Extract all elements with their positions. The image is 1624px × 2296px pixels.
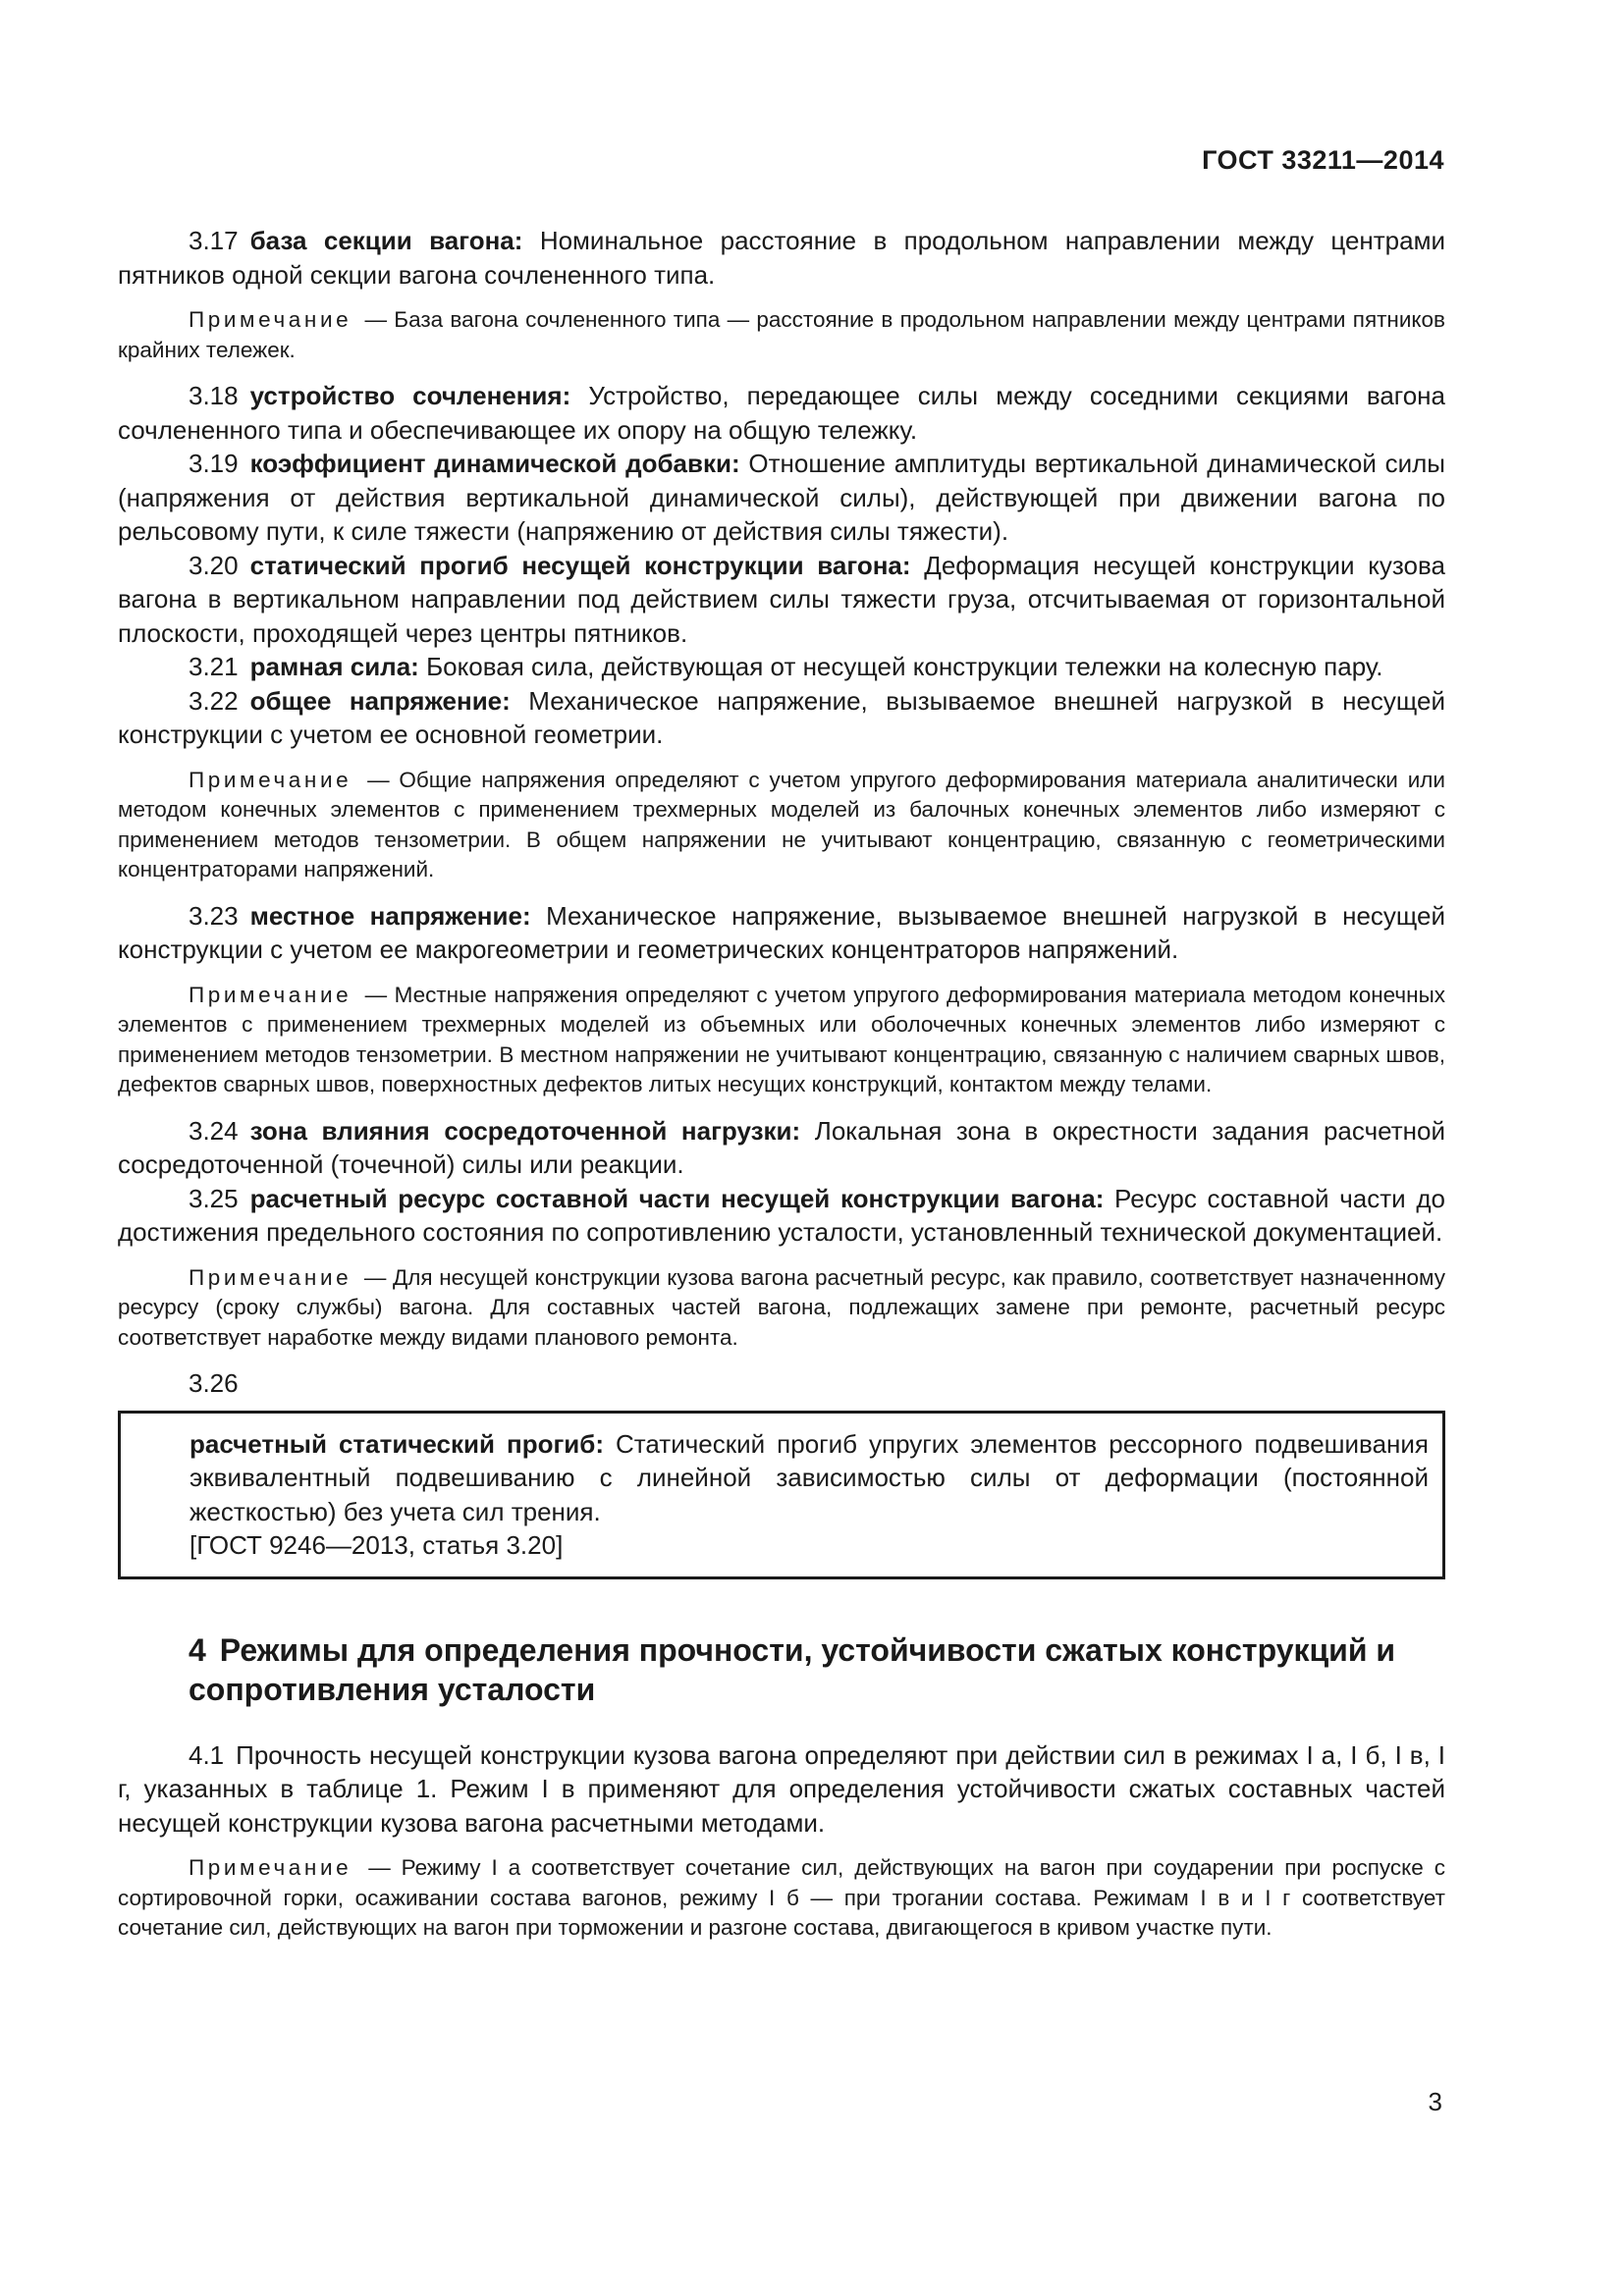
term-3-17: 3.17 база секции вагона: Номинальное расстояние в продольном направлении между центрами пятников одной секции вагона сочлененного типа. (118, 226, 1445, 290)
term-3-23: 3.23 местное напряжение: Механическое напряжение, вызываемое внешней нагрузкой в несущей конструкции с учетом ее макрогеометрии и геометрических концентраторов напряжений. (118, 900, 1445, 964)
note-3-23: Примечание — Местные напряжения определяют с учетом упругого деформирования материала методом конечных элементов с применением трехмерных моделей из объемных или оболочечных конечных элементов либо измеряют с применением методов тензометрии. В местном напряжении не учитывают концентрацию, связанную с наличием сварных швов, дефектов сварных швов, поверхностных дефектов литых несущих конструкций, контактом между телами. (118, 982, 1445, 1096)
note-3-25: Примечание — Для несущей конструкции кузова вагона расчетный ресурс, как правило, соответствует назначенному ресурсу (сроку службы) вагона. Для составных частей вагона, подлежащих замене при ремонте, расчетный ресурс соответствует наработке между видами планового ремонта. (118, 1264, 1445, 1350)
term-3-26: расчетный статический прогиб: Статический прогиб упругих элементов рессорного подвешивания эквивалентный подвешиванию с линейной зависимостью силы от деформации (постоянной жесткостью) без учета сил трения. (189, 1428, 1429, 1526)
term-3-26-number: 3.26 (189, 1368, 239, 1398)
term-3-25: 3.25 расчетный ресурс составной части несущей конструкции вагона: Ресурс составной части до достижения предельного состояния по сопротивлению усталости, установленный технической документацией. (118, 1183, 1445, 1247)
boxed-term-3-26 (118, 1411, 1445, 1579)
term-3-24: 3.24 зона влияния сосредоточенной нагрузки: Локальная зона в окрестности задания расчетной сосредоточенной (точечной) силы или реакции. (118, 1115, 1445, 1179)
term-3-18: 3.18 устройство сочленения: Устройство, передающее силы между соседними секциями вагона сочлененного типа и обеспечивающее их опору на общую тележку. (118, 381, 1445, 445)
term-3-22: 3.22 общее напряжение: Механическое напряжение, вызываемое внешней нагрузкой в несущей конструкции с учетом ее основной геометрии. (118, 685, 1445, 749)
term-3-21: 3.21 рамная сила: Боковая сила, действующая от несущей конструкции тележки на колесную пару. (189, 652, 1383, 681)
document-body (118, 224, 1445, 1957)
note-3-17: Примечание — База вагона сочлененного типа — расстояние в продольном направлении между центрами пятников крайних тележек. (118, 307, 1445, 362)
term-3-26-reference: [ГОСТ 9246—2013, статья 3.20] (189, 1530, 564, 1560)
page-number: 3 (1428, 2087, 1442, 2116)
section-4-title: 4 Режимы для определения прочности, устойчивости сжатых конструкций и сопротивления усталости (189, 1631, 1396, 1707)
term-3-20: 3.20 статический прогиб несущей конструкции вагона: Деформация несущей конструкции кузова вагона в вертикальном направлении под действием силы тяжести груза, отсчитываемая от горизонтальной плоскости, проходящей через центры пятников. (118, 550, 1445, 648)
document-code: ГОСТ 33211—2014 (1202, 145, 1444, 175)
paragraph-4-1: 4.1 Прочность несущей конструкции кузова вагона определяют при действии сил в режимах I а, I б, I в, I г, указанных в таблице 1. Режим I в применяют для определения устойчивости сжатых составных частей несущей конструкции кузова вагона расчетными методами. (118, 1739, 1445, 1838)
note-3-22: Примечание — Общие напряжения определяют с учетом упругого деформирования материала аналитически или методом конечных элементов с применением трехмерных моделей из балочных конечных элементов либо измеряют с применением методов тензометрии. В общем напряжении не учитывают концентрацию, связанную с геометрическими концентраторами напряжений. (118, 767, 1445, 881)
note-4-1: Примечание — Режиму I а соответствует сочетание сил, действующих на вагон при соударении при роспуске с сортировочной горки, осаживании состава вагонов, режиму I б — при трогании состава. Режимам I в и I г соответствует сочетание сил, действующих на вагон при торможении и разгоне состава, двигающегося в кривом участке пути. (118, 1855, 1445, 1940)
term-3-19: 3.19 коэффициент динамической добавки: Отношение амплитуды вертикальной динамической силы (напряжения от действия вертикальной динамической силы), действующей при движении вагона по рельсовому пути, к силе тяжести (напряжению от действия силы тяжести). (118, 449, 1445, 546)
